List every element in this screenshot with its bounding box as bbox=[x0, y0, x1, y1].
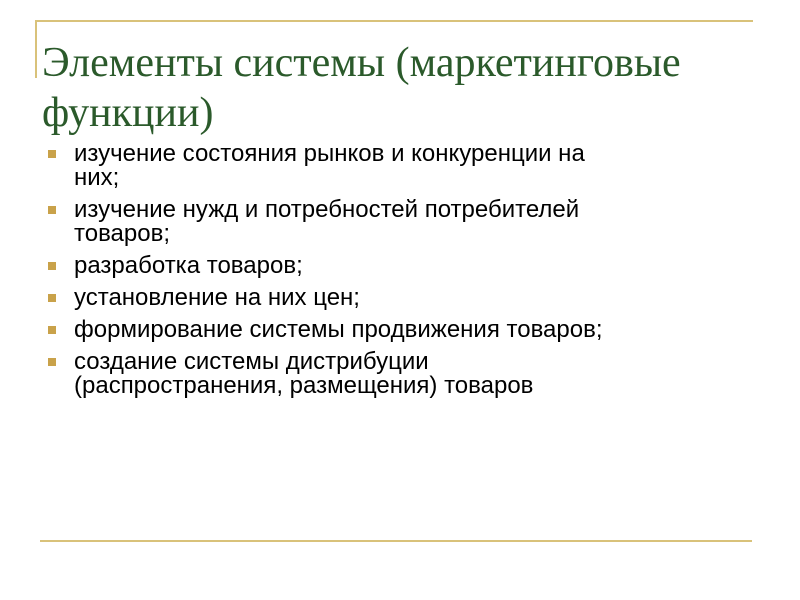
square-bullet-icon bbox=[48, 294, 56, 302]
bullet-list bbox=[42, 142, 722, 406]
bullet-text-line: формирование системы продвижения товаров; bbox=[74, 316, 603, 343]
square-bullet-icon bbox=[48, 206, 56, 214]
square-bullet-icon bbox=[48, 262, 56, 270]
bullet-item bbox=[42, 198, 722, 246]
bullet-text-line: (распространения, размещения) товаров bbox=[74, 372, 534, 399]
square-bullet-icon bbox=[48, 150, 56, 158]
bullet-text-line: них; bbox=[74, 164, 120, 191]
slide-title-line: функции) bbox=[42, 90, 214, 136]
square-bullet-icon bbox=[48, 358, 56, 366]
top-rule bbox=[35, 20, 753, 22]
bottom-rule bbox=[40, 540, 752, 542]
bullet-item bbox=[42, 318, 722, 342]
top-rule-end bbox=[35, 20, 37, 78]
square-bullet-icon bbox=[48, 326, 56, 334]
bullet-item bbox=[42, 286, 722, 310]
bullet-item bbox=[42, 350, 722, 398]
bullet-text-line: установление на них цен; bbox=[74, 284, 360, 311]
bullet-text-line: изучение состояния рынков и конкуренции на bbox=[74, 140, 585, 167]
bullet-item bbox=[42, 142, 722, 190]
bullet-text-line: создание системы дистрибуции bbox=[74, 348, 429, 375]
bullet-text-line: изучение нужд и потребностей потребителей bbox=[74, 196, 580, 223]
slide-title bbox=[42, 38, 742, 138]
slide-title-line: Элементы системы (маркетинговые bbox=[42, 40, 681, 86]
bullet-text-line: разработка товаров; bbox=[74, 252, 303, 279]
bullet-text-line: товаров; bbox=[74, 220, 171, 247]
bullet-item bbox=[42, 254, 722, 278]
